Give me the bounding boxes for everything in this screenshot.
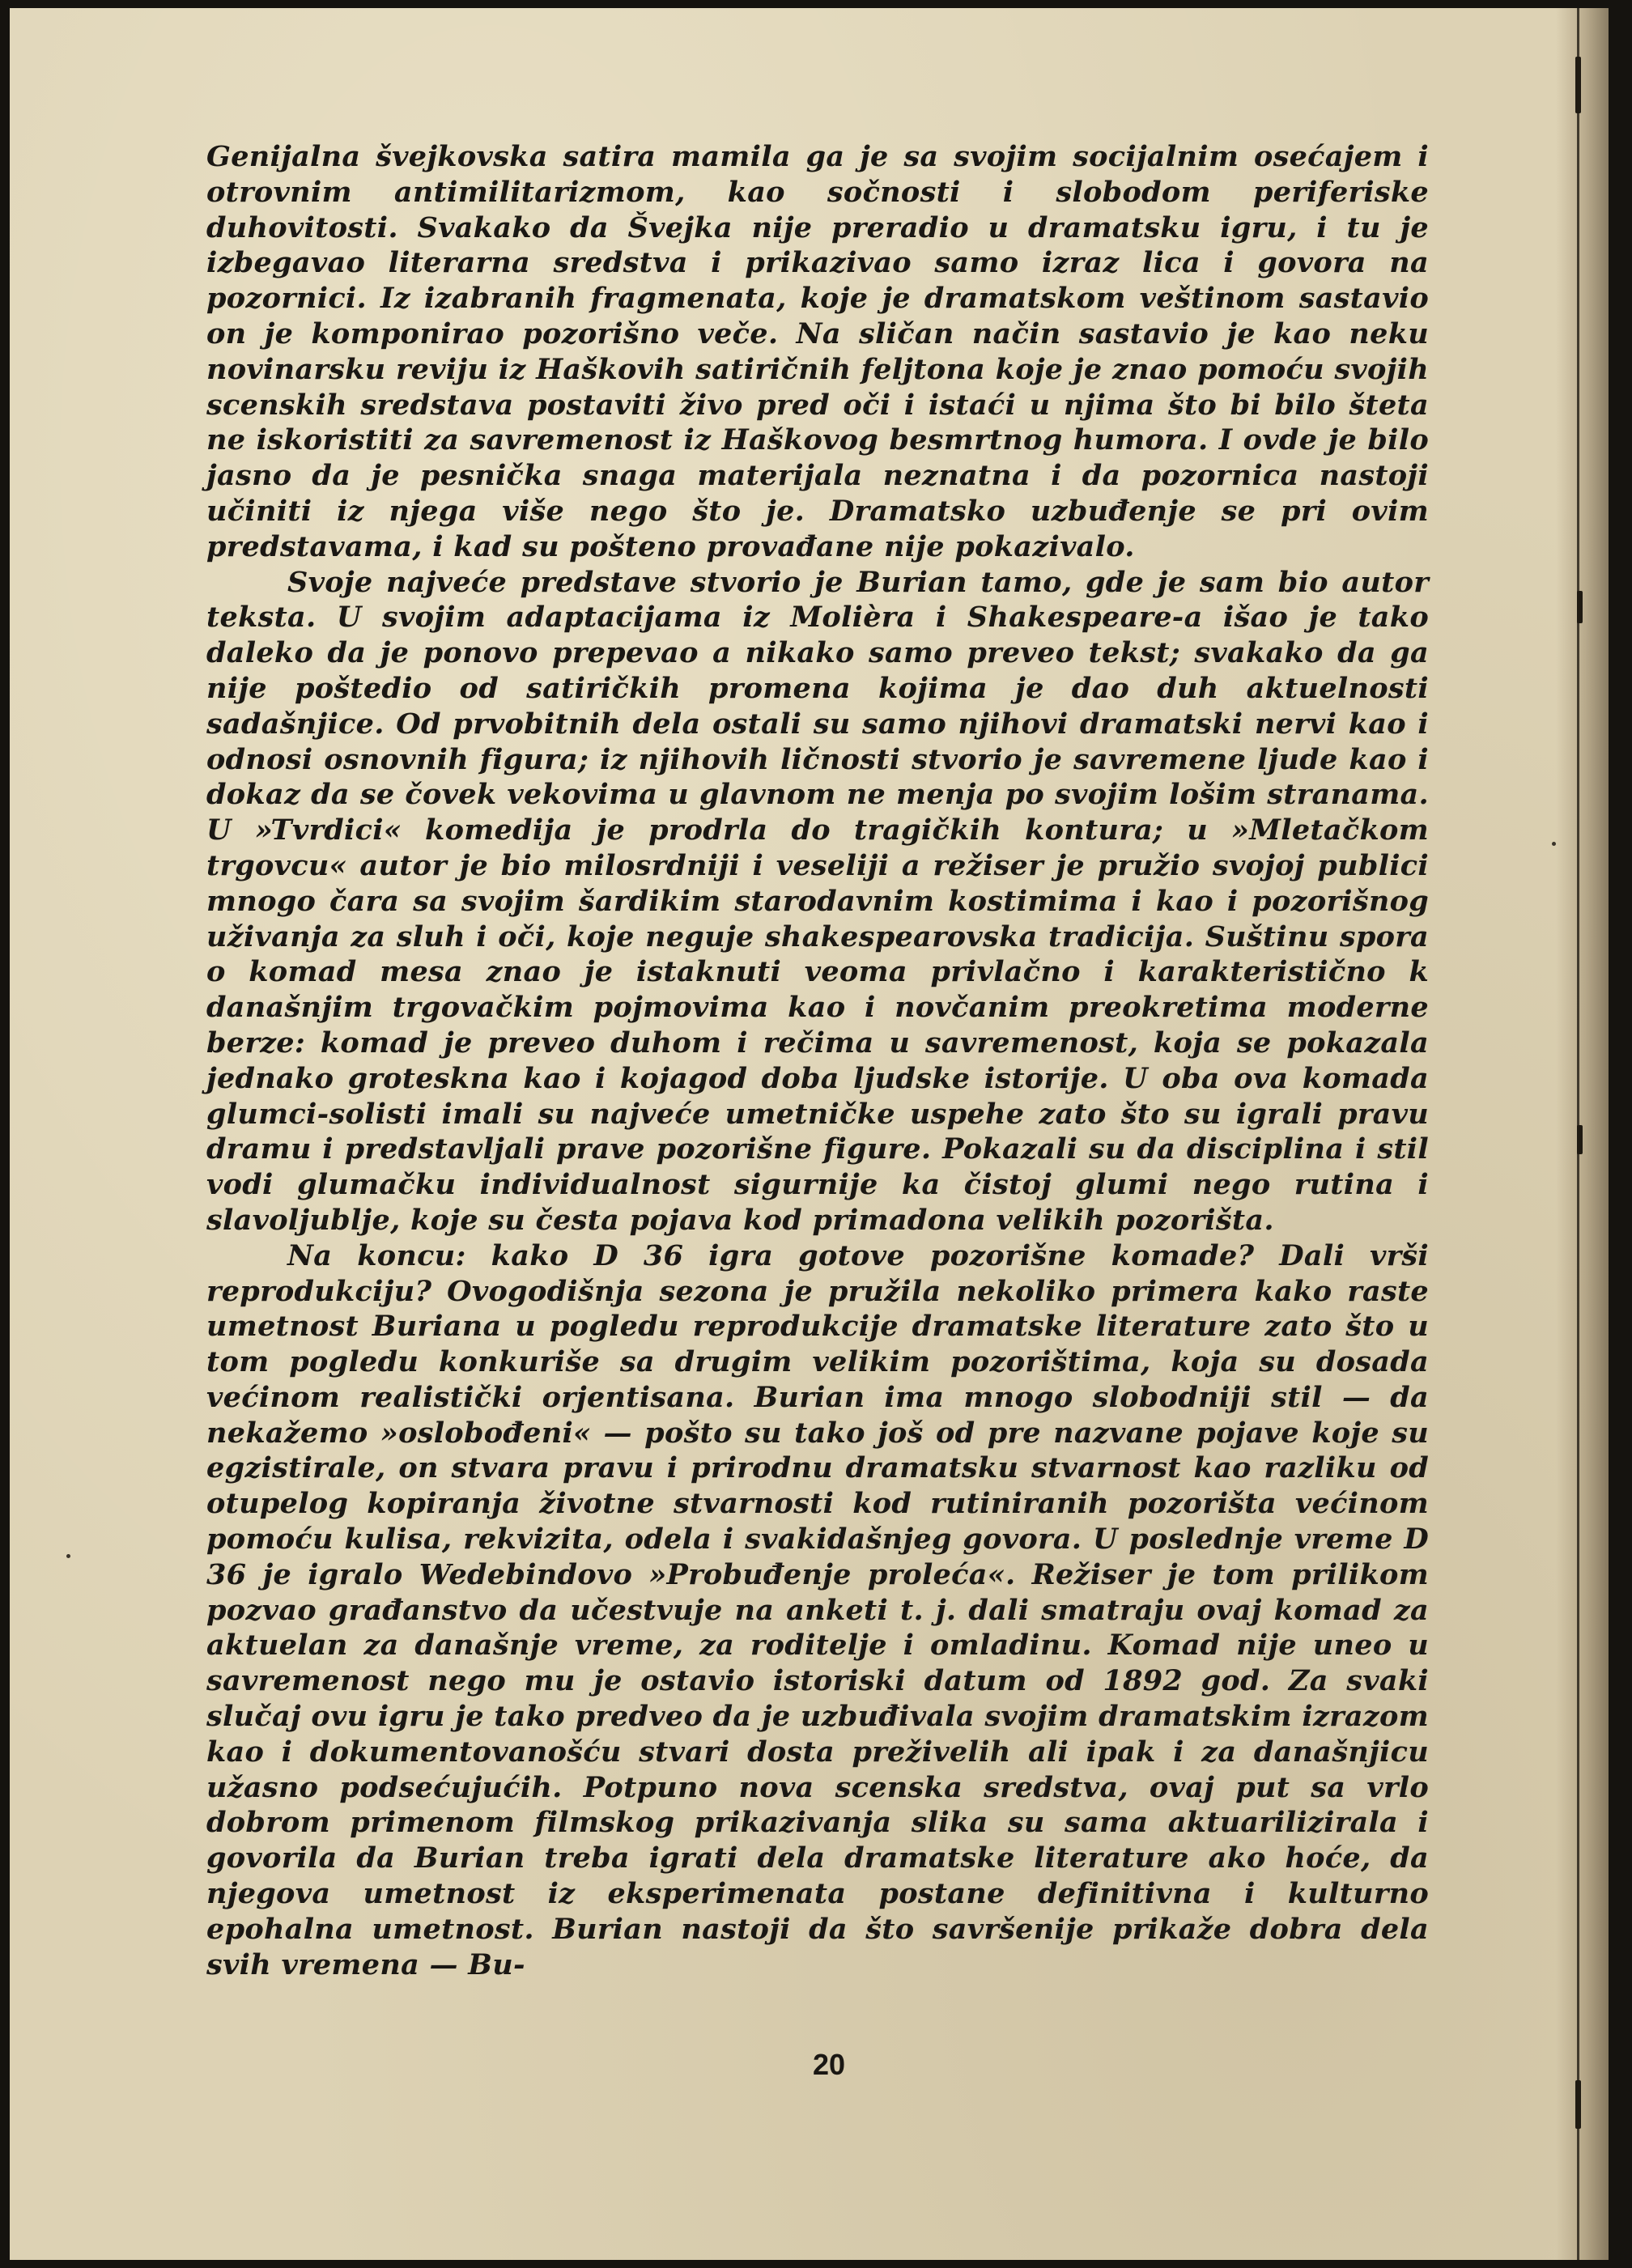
- binding-mark: [1577, 591, 1583, 623]
- paragraph-2: Svoje najveće predstave stvorio je Burian tamo, gde je sam bio autor teksta. U svojim adaptacijama iz Molièra i Shakespeare-a išao je tako daleko da je ponovo prepevao a nikako samo preveo tekst; svakako da ga nije poštedio od satiričkih promena kojima je dao duh aktuelnosti sadašnjice. Od prvobitnih dela ostali su samo njihovi dramatski nervi kao i odnosi osnovnih figura; iz njihovih ličnosti stvorio je savremene ljude kao i dokaz da se čovek vekovima u glavnom ne menja po svojim lošim stranama. U »Tvrdici« komedija je prodrla do tragičkih kontura; u »Mletačkom trgovcu« autor je bio milosrdniji i veseliji a režiser je pružio svojoj publici mnogo čara sa svojim šardikim starodavnim kostimima i kao i pozorišnog uživanja za sluh i oči, koje neguje shakespearovska tradicija. Suštinu spora o komad mesa znao je istaknuti veoma privlačno i karakteristično k današnjim trgovačkim pojmovima kao i novčanim preokretima moderne berze: komad je preveo duhom i rečima u savremenost, koja se pokazala jednako groteskna kao i kojagod doba ljudske istorije. U oba ova komada glumci-solisti imali su najveće umetničke uspehe zato što su igrali pravu dramu i predstavljali prave pozorišne figure. Pokazali su da disciplina i stil vodi glumačku individualnost sigurnije ka čistoj glumi nego rutina i slavoljublje, koje su česta pojava kod primadona velikih pozorišta.: [206, 565, 1429, 1237]
- page-number: 20: [812, 2048, 846, 2081]
- paper-speck: [1552, 842, 1556, 846]
- paragraph-3: Na koncu: kako D 36 igra gotove pozorišne komade? Dali vrši reprodukciju? Ovogodišnja sezona je pružila nekoliko primera kako raste umetnost Buriana u pogledu reprodukcije dramatske literature zato što u tom pogledu konkuriše sa drugim velikim pozorištima, koja su dosada većinom realistički orjentisana. Burian ima mnogo slobodniji stil — da nekažemo »oslobođeni« — pošto su tako još od pre nazvane pojave koje su egzistirale, on stvara pravu i prirodnu dramatsku stvarnost kao razliku od otupelog kopiranja životne stvarnosti kod rutiniranih pozorišta većinom pomoću kulisa, rekvizita, odela i svakidašnjeg govora. U poslednje vreme D 36 je igralo Wedebindovo »Probuđenje proleća«. Režiser je tom prilikom pozvao građanstvo da učestvuje na anketi t. j. dali smatraju ovaj komad za aktuelan za današnje vreme, za roditelje i omladinu. Komad nije uneo u savremenost nego mu je ostavio istoriski datum od 1892 god. Za svaki slučaj ovu igru je tako predveo da je uzbuđivala svojim dramatskim izrazom kao i dokumentovanošću stvari dosta preživelih ali ipak i za današnjicu užasno podsećujućih. Potpuno nova scenska sredstva, ovaj put sa vrlo dobrom primenom filmskog prikazivanja slika su sama aktuarilizirala i govorila da Burian treba igrati dela dramatske literature ako hoće, da njegova umetnost iz eksperimenata postane definitivna i kulturno epohalna umetnost. Burian nastoji da što savršenije prikaže dobra dela svih vremena — Bu-: [206, 1238, 1429, 1981]
- binding-mark: [1575, 2080, 1581, 2129]
- paper-speck: [66, 1554, 70, 1558]
- body-text: [206, 139, 1429, 1982]
- binding-mark: [1575, 57, 1581, 113]
- paragraph-1: Genijalna švejkovska satira mamila ga je sa svojim socijalnim osećajem i otrovnim antimilitarizmom, kao sočnosti i slobodom periferiske duhovitosti. Svakako da Švejka nije preradio u dramatsku igru, i tu je izbegavao literarna sredstva i prikazivao samo izraz lica i govora na pozornici. Iz izabranih fragmenata, koje je dramatskom veštinom sastavio on je komponirao pozorišno veče. Na sličan način sastavio je kao neku novinarsku reviju iz Haškovih satiričnih feljtona koje je znao pomoću svojih scenskih sredstava postaviti živo pred oči i istaći u njima što bi bilo šteta ne iskoristiti za savremenost iz Haškovog besmrtnog humora. I ovde je bilo jasno da je pesnička snaga materijala neznatna i da pozornica nastoji učiniti iz njega više nego što je. Dramatsko uzbuđenje se pri ovim predstavama, i kad su pošteno provađane nije pokazivalo.: [206, 140, 1429, 563]
- binding-mark: [1577, 1125, 1583, 1154]
